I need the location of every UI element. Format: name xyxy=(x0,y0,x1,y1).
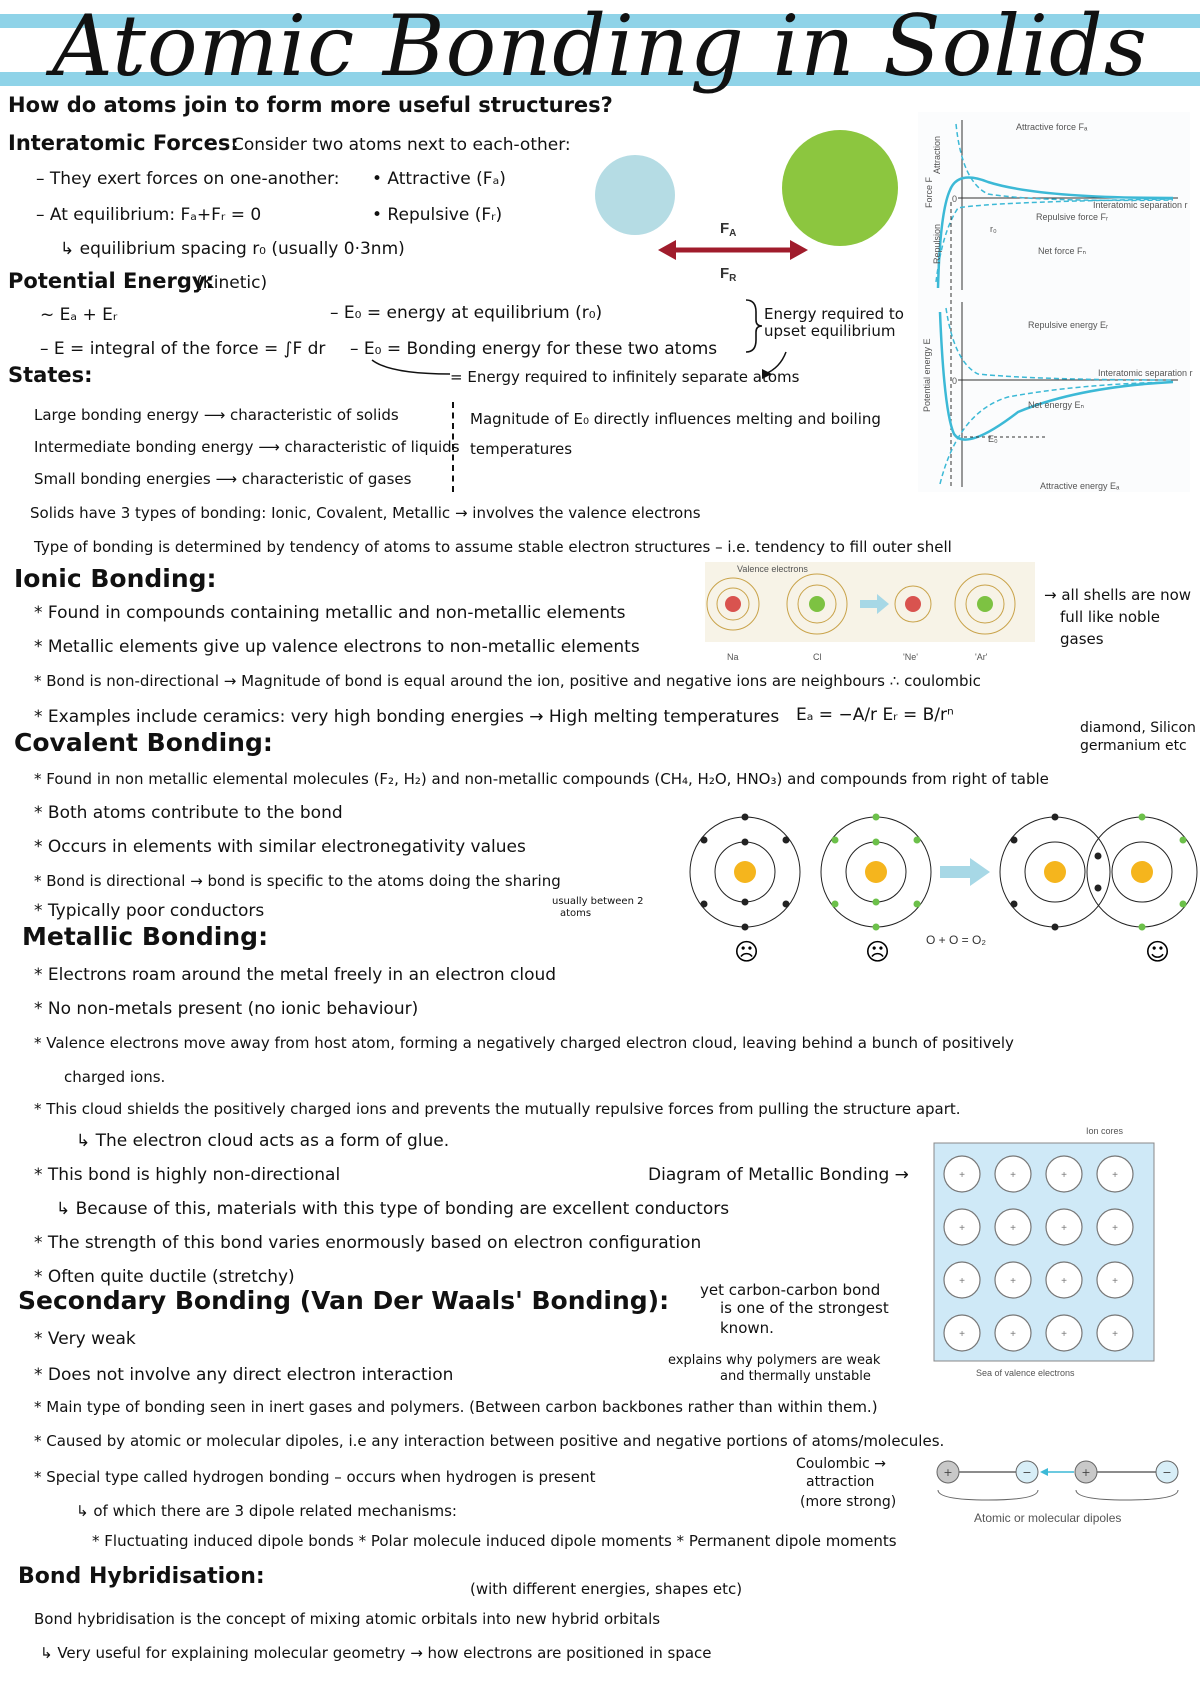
svg-text:+: + xyxy=(1010,1329,1016,1340)
force-arrow-right-head xyxy=(790,240,808,260)
secondary-bullet-2: * Does not involve any direct electron interaction xyxy=(34,1365,454,1385)
energy-arrow-note: = Energy required to infinitely separate atoms xyxy=(450,368,800,386)
hybrid-note: (with different energies, shapes etc) xyxy=(470,1580,743,1598)
dipole-diagram xyxy=(934,1456,1184,1526)
covalent-small-note-1: usually between 2 xyxy=(552,896,644,907)
covalent-heading: Covalent Bonding: xyxy=(14,728,273,757)
svg-text:+: + xyxy=(1010,1276,1016,1287)
metallic-bullet-3a: * Valence electrons move away from host atom, forming a negatively charged electron cloud, leaving behind a bunch of positively xyxy=(34,1034,1014,1052)
coulombic-note-3: (more strong) xyxy=(800,1494,897,1510)
o2-molecule xyxy=(1000,814,1197,931)
label-r0: r₀ xyxy=(990,224,997,234)
ionic-side-note-1: → all shells are now xyxy=(1044,586,1192,604)
potential-line-1-right: – E₀ = energy at equilibrium (r₀) xyxy=(330,303,603,323)
covalent-small-note-2: atoms xyxy=(560,908,592,919)
oxygen-atom-1 xyxy=(690,814,800,931)
small-atom xyxy=(595,155,675,235)
state-gas: Small bonding energies ⟶ characteristic of gases xyxy=(34,470,412,488)
metallic-bullet-4a: * This cloud shields the positively charged ions and prevents the mutually repulsive forces from pulling the structure apart. xyxy=(34,1100,961,1118)
svg-text:+: + xyxy=(1081,1466,1091,1479)
label-zero-top: 0 xyxy=(952,194,958,204)
force-energy-graphs xyxy=(918,112,1193,492)
brace-note: Energy required to upset equilibrium xyxy=(764,305,904,340)
force-arrow-left-head xyxy=(658,240,676,260)
oxygen-atom-2 xyxy=(821,814,931,931)
intro-bullet-2-right: • Repulsive (Fᵣ) xyxy=(372,205,503,225)
label-ne: 'Ne' xyxy=(903,652,918,662)
large-atom xyxy=(782,130,898,246)
svg-text:−: − xyxy=(1162,1466,1172,1479)
label-potential-axis: Potential energy E xyxy=(922,338,932,412)
secondary-note-2: is one of the strongest xyxy=(720,1299,889,1317)
covalent-equation: O + O = O₂ xyxy=(926,933,987,947)
ionic-bullet-1: * Found in compounds containing metallic and non-metallic elements xyxy=(34,603,626,623)
label-attractive-energy: Attractive energy Eₐ xyxy=(1040,481,1120,491)
svg-text:+: + xyxy=(1061,1329,1067,1340)
bonding-type-note: Type of bonding is determined by tendency of atoms to assume stable electron structures – i.e. tendency to fill outer shell xyxy=(34,538,952,556)
ionic-side-note-3: gases xyxy=(1060,630,1104,648)
label-separation-bottom: Interatomic separation r xyxy=(1098,368,1193,378)
label-valence-electrons: Valence electrons xyxy=(737,564,808,574)
ionic-formula: Eₐ = −A/r Eᵣ = B/rⁿ xyxy=(796,705,954,725)
label-repulsive-force: Repulsive force Fᵣ xyxy=(1036,212,1109,222)
metallic-bullet-7: * Often quite ductile (stretchy) xyxy=(34,1267,295,1287)
covalent-side-note-2: germanium etc xyxy=(1080,738,1187,754)
page-title: Atomic Bonding in Solids xyxy=(52,0,1148,95)
potential-heading: Potential Energy: xyxy=(8,269,214,293)
secondary-note-1: yet carbon-carbon bond xyxy=(700,1281,881,1299)
label-net-force: Net force Fₙ xyxy=(1038,246,1087,256)
secondary-bullet-5: * Special type called hydrogen bonding – occurs when hydrogen is present xyxy=(34,1468,596,1486)
covalent-diagram xyxy=(690,812,1195,966)
label-ion-cores: Ion cores xyxy=(1086,1126,1124,1136)
interatomic-desc: Consider two atoms next to each-other: xyxy=(232,135,571,155)
potential-brace xyxy=(744,298,764,354)
metallic-bullet-3b: charged ions. xyxy=(64,1068,166,1086)
secondary-note-3: known. xyxy=(720,1319,774,1337)
covalent-bullet-2: * Both atoms contribute to the bond xyxy=(34,803,343,823)
label-zero-bottom: 0 xyxy=(952,376,958,386)
coulombic-note-2: attraction xyxy=(806,1474,875,1490)
label-na: Na xyxy=(727,652,739,662)
states-heading: States: xyxy=(8,363,93,387)
label-attraction-top: Attraction xyxy=(932,135,942,174)
ionic-bullet-3: * Bond is non-directional → Magnitude of bond is equal around the ion, positive and negative ions are neighbours ∴ coulombic xyxy=(34,672,981,690)
states-divider xyxy=(452,402,454,492)
label-attractive-force: Attractive force Fₐ xyxy=(1016,122,1088,132)
covalent-arrow xyxy=(940,858,990,886)
sad-face-1: ☹ xyxy=(734,938,760,966)
svg-text:+: + xyxy=(959,1170,965,1181)
svg-text:+: + xyxy=(959,1276,965,1287)
dipole-right xyxy=(1075,1461,1178,1483)
potential-heading-note: (Kinetic) xyxy=(196,273,268,293)
label-e0: E₀ xyxy=(988,434,998,444)
intro-bullet-3: ↳ equilibrium spacing r₀ (usually 0·3nm) xyxy=(60,239,405,259)
secondary-heading: Secondary Bonding (Van Der Waals' Bonding): xyxy=(18,1286,670,1315)
metallic-bullet-5b: ↳ Because of this, materials with this type of bonding are excellent conductors xyxy=(56,1199,730,1219)
label-separation-top: Interatomic separation r xyxy=(1093,200,1188,210)
covalent-bullet-1: * Found in non metallic elemental molecules (F₂, H₂) and non-metallic compounds (CH₄, H₂O, HNO₃) and compounds from right of table xyxy=(34,770,1049,788)
svg-text:+: + xyxy=(1010,1170,1016,1181)
solids-types: Solids have 3 types of bonding: Ionic, Covalent, Metallic → involves the valence electrons xyxy=(30,504,701,522)
states-note: Magnitude of E₀ directly influences melting and boiling temperatures xyxy=(470,410,881,458)
metallic-bullet-4b: ↳ The electron cloud acts as a form of glue. xyxy=(76,1131,450,1151)
intro-bullet-2: – At equilibrium: Fₐ+Fᵣ = 0 xyxy=(36,205,262,225)
label-cl: Cl xyxy=(813,652,822,662)
label-repulsive-energy: Repulsive energy Eᵣ xyxy=(1028,320,1109,330)
label-repulsion-top: Repulsion xyxy=(932,223,942,264)
hybrid-line-1: Bond hybridisation is the concept of mixing atomic orbitals into new hybrid orbitals xyxy=(34,1610,661,1628)
covalent-bullet-5: * Typically poor conductors xyxy=(34,901,265,921)
metallic-diagram xyxy=(926,1126,1166,1382)
ionic-bullet-2: * Metallic elements give up valence electrons to non-metallic elements xyxy=(34,637,640,657)
svg-text:+: + xyxy=(1010,1223,1016,1234)
intro-bullet-1-right: • Attractive (Fₐ) xyxy=(372,169,506,189)
ionic-side-note-2: full like noble xyxy=(1060,608,1160,626)
covalent-bullet-3: * Occurs in elements with similar electronegativity values xyxy=(34,837,526,857)
coulombic-note-1: Coulombic → xyxy=(796,1456,886,1472)
metallic-bullet-2: * No non-metals present (no ionic behaviour) xyxy=(34,999,419,1019)
interatomic-heading: Interatomic Forces: xyxy=(8,131,239,155)
intro-bullet-1: – They exert forces on one-another: xyxy=(36,169,340,189)
label-fr: $F_R$ xyxy=(720,265,737,284)
svg-text:+: + xyxy=(1112,1170,1118,1181)
svg-text:+: + xyxy=(1061,1170,1067,1181)
ionic-heading: Ionic Bonding: xyxy=(14,564,217,593)
svg-text:+: + xyxy=(1061,1223,1067,1234)
potential-line-1: ~ Eₐ + Eᵣ xyxy=(40,305,118,325)
svg-text:−: − xyxy=(1022,1466,1032,1479)
dipole-mechanisms: * Fluctuating induced dipole bonds * Polar molecule induced dipole moments * Permanent dipole moments xyxy=(92,1532,897,1550)
svg-text:+: + xyxy=(1061,1276,1067,1287)
intro-question: How do atoms join to form more useful structures? xyxy=(8,93,613,117)
label-atomic-dipoles: Atomic or molecular dipoles xyxy=(974,1511,1122,1525)
potential-line-2: – E = integral of the force = ∫F dr xyxy=(40,339,326,359)
ionic-bullet-4: * Examples include ceramics: very high bonding energies → High melting temperatures xyxy=(34,707,780,727)
secondary-bullet-1: * Very weak xyxy=(34,1329,136,1349)
hybrid-heading: Bond Hybridisation: xyxy=(18,1564,265,1589)
state-solid: Large bonding energy ⟶ characteristic of solids xyxy=(34,406,399,424)
potential-line-2-right: – E₀ = Bonding energy for these two atoms xyxy=(350,339,718,359)
metallic-bullet-6: * The strength of this bond varies enormously based on electron configuration xyxy=(34,1233,702,1253)
label-sea-of-electrons: Sea of valence electrons xyxy=(976,1368,1075,1378)
label-fa: $F_A$ xyxy=(720,220,737,239)
secondary-explain-2: and thermally unstable xyxy=(720,1369,871,1384)
secondary-bullet-3: * Main type of bonding seen in inert gases and polymers. (Between carbon backbones rather than within them.) xyxy=(34,1398,878,1416)
svg-text:+: + xyxy=(943,1466,953,1479)
svg-text:+: + xyxy=(1112,1223,1118,1234)
metallic-diagram-label: Diagram of Metallic Bonding → xyxy=(648,1165,909,1185)
label-ar: 'Ar' xyxy=(975,652,988,662)
force-diagram xyxy=(590,130,910,300)
svg-text:+: + xyxy=(959,1223,965,1234)
metallic-bullet-5: * This bond is highly non-directional xyxy=(34,1165,341,1185)
secondary-bullet-5b: ↳ of which there are 3 dipole related mechanisms: xyxy=(76,1502,457,1520)
label-force-axis: Force F xyxy=(924,176,934,208)
secondary-explain-1: explains why polymers are weak xyxy=(668,1353,881,1368)
secondary-bullet-4: * Caused by atomic or molecular dipoles, i.e any interaction between positive and negative portions of atoms/molecules. xyxy=(34,1432,945,1450)
sad-face-2: ☹ xyxy=(865,938,891,966)
svg-text:+: + xyxy=(959,1329,965,1340)
ionic-diagram xyxy=(705,562,1035,667)
state-liquid: Intermediate bonding energy ⟶ characteristic of liquids xyxy=(34,438,460,456)
label-net-energy: Net energy Eₙ xyxy=(1028,400,1085,410)
hybrid-line-2: ↳ Very useful for explaining molecular geometry → how electrons are positioned in space xyxy=(40,1644,712,1662)
metallic-bullet-1: * Electrons roam around the metal freely in an electron cloud xyxy=(34,965,557,985)
covalent-side-note-1: diamond, Silicon xyxy=(1080,720,1196,736)
svg-text:+: + xyxy=(1112,1276,1118,1287)
svg-text:+: + xyxy=(1112,1329,1118,1340)
happy-face: ☺ xyxy=(1145,938,1171,966)
metallic-heading: Metallic Bonding: xyxy=(22,922,269,951)
dipole-left xyxy=(937,1461,1038,1483)
covalent-bullet-4: * Bond is directional → bond is specific to the atoms doing the sharing xyxy=(34,872,561,890)
